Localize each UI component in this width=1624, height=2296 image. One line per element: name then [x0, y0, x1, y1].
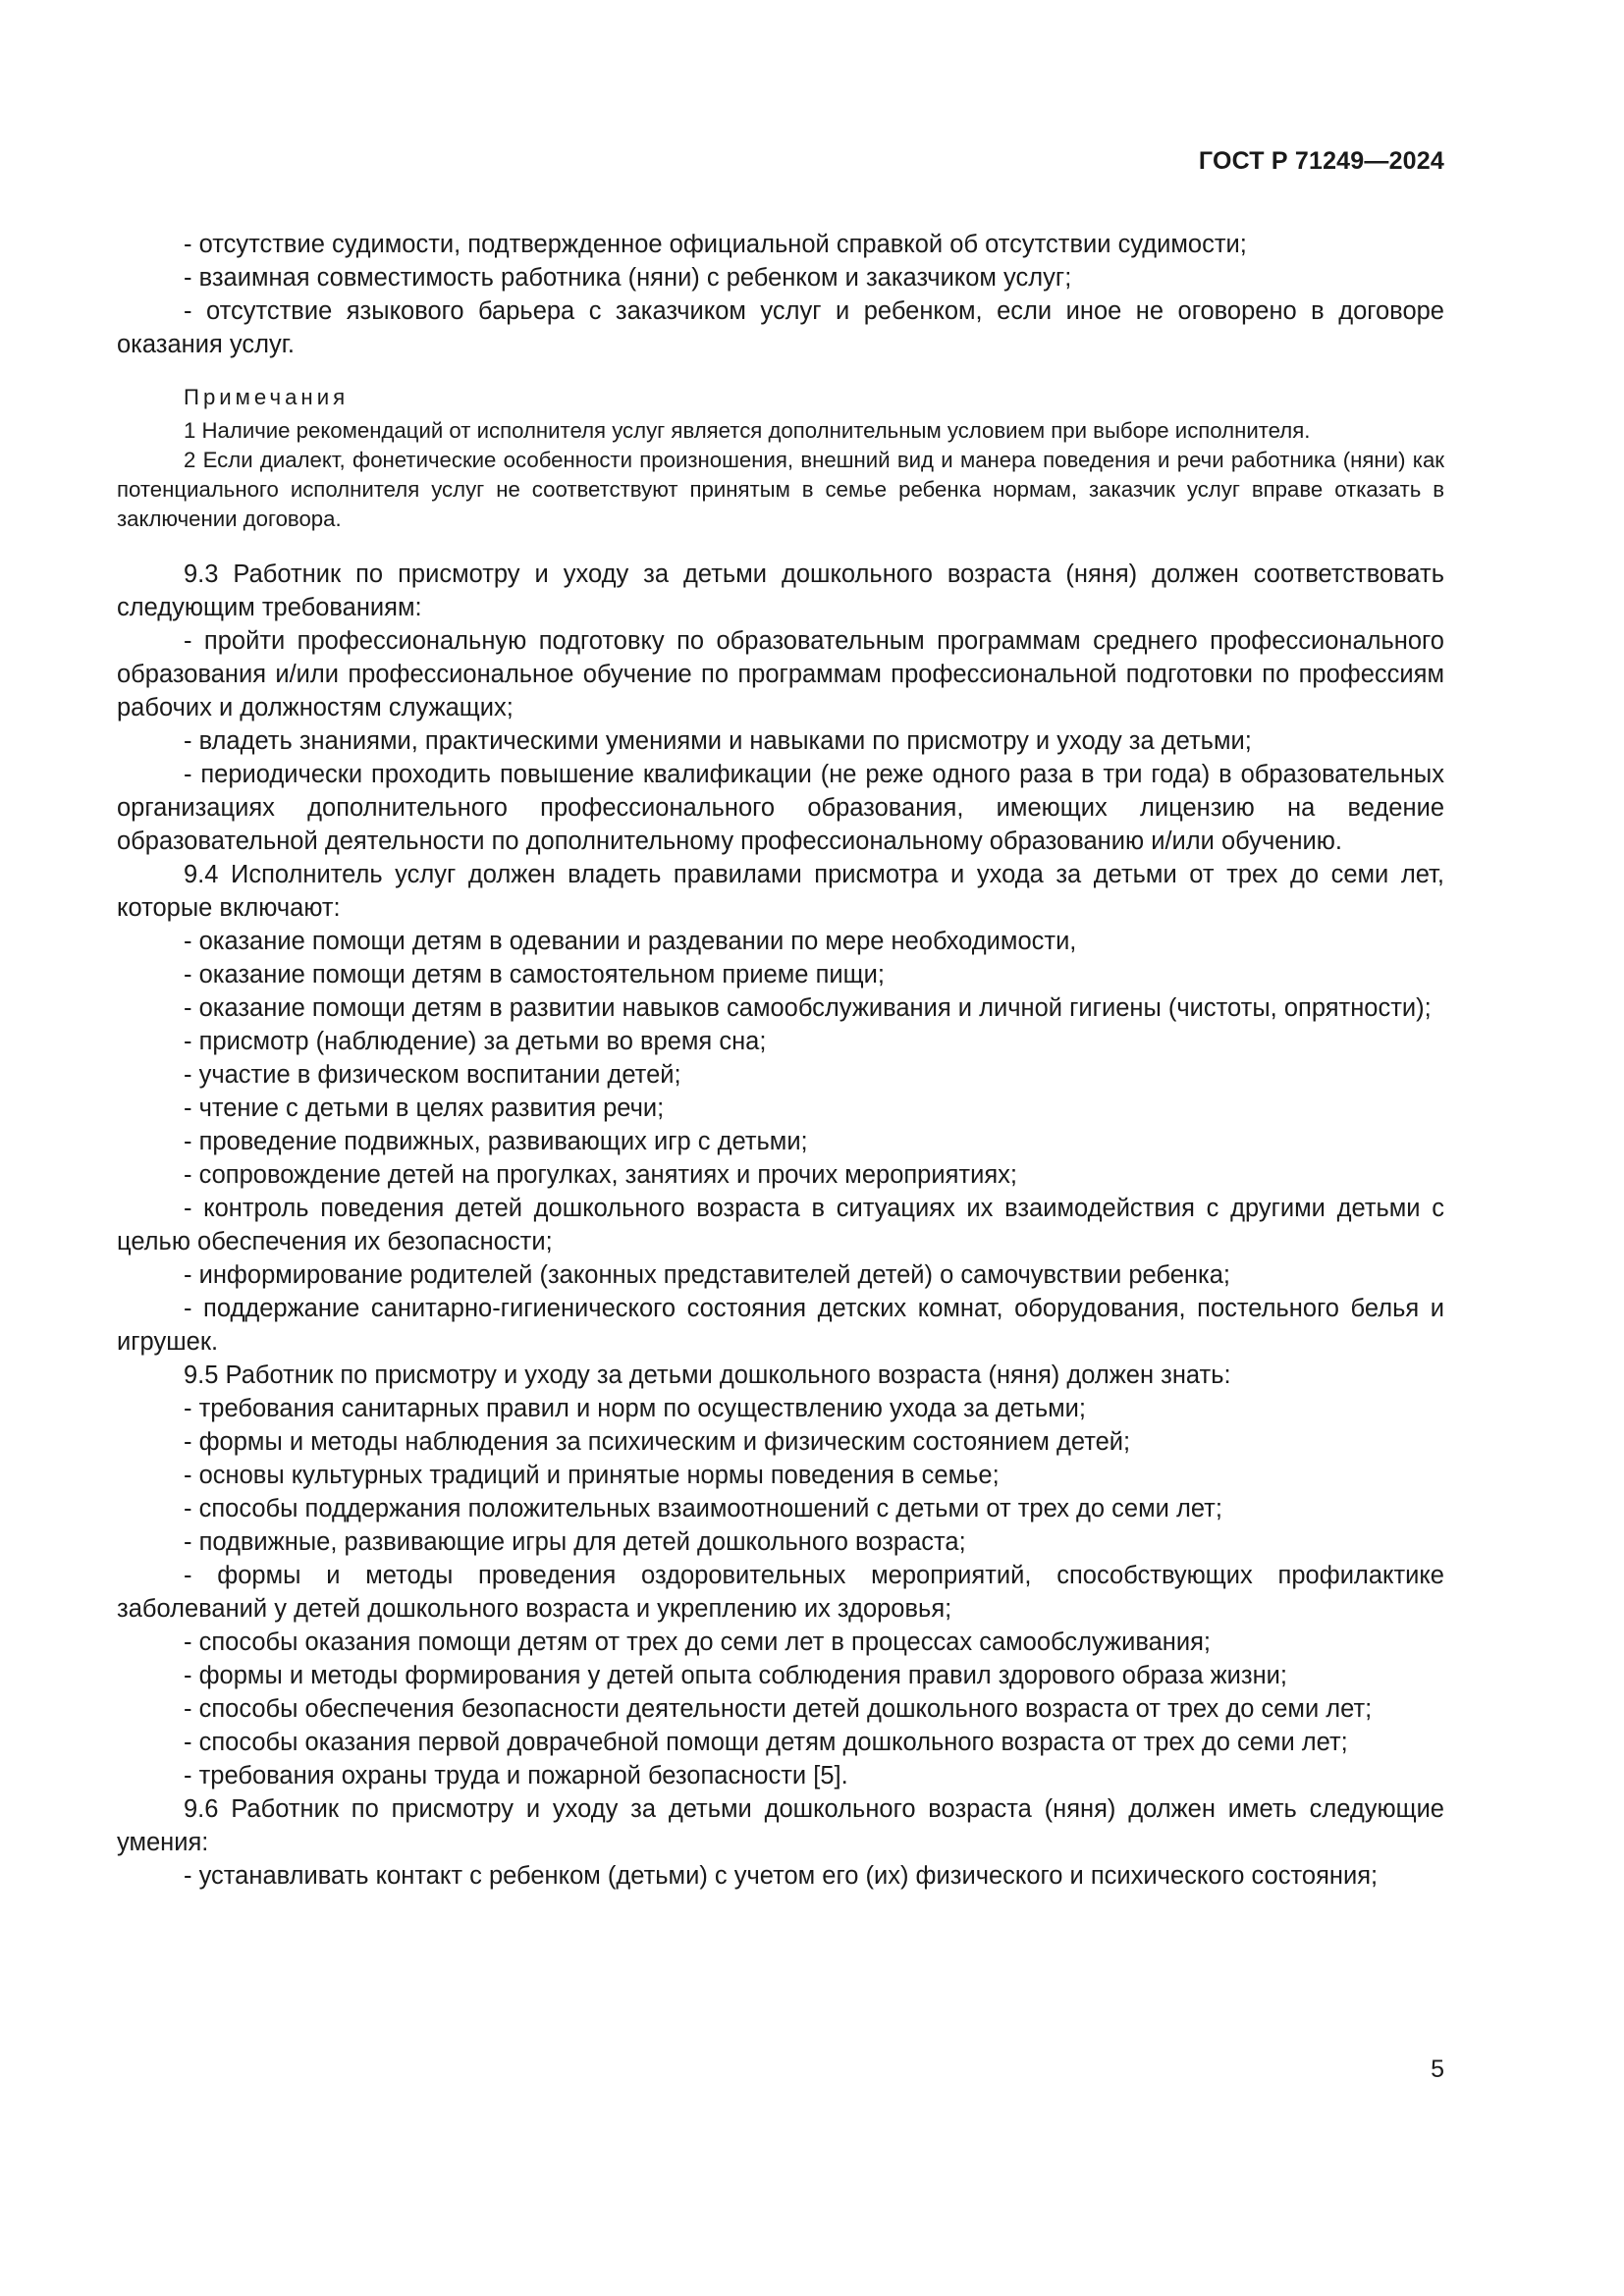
section-paragraph: 9.5 Работник по присмотру и уходу за детьми дошкольного возраста (няня) должен знать: [184, 1362, 1231, 1389]
list-item: - требования санитарных правил и норм по осуществлению ухода за детьми; [184, 1395, 1086, 1422]
document-code: ГОСТ Р 71249—2024 [1198, 147, 1444, 175]
list-item: - подвижные, развивающие игры для детей дошкольного возраста; [184, 1528, 966, 1556]
section-paragraph: 9.4 Исполнитель услуг должен владеть правилами присмотра и ухода за детьми от трех до семи лет, которые включают: [117, 861, 1444, 922]
list-item: - участие в физическом воспитании детей; [184, 1061, 681, 1089]
list-item: - способы поддержания положительных взаимоотношений с детьми от трех до семи лет; [184, 1495, 1222, 1522]
notes-section [117, 383, 1444, 534]
list-item: - отсутствие языкового барьера с заказчиком услуг и ребенком, если иное не оговорено в договоре оказания услуг. [117, 297, 1444, 358]
list-item: - формы и методы формирования у детей опыта соблюдения правил здорового образа жизни; [184, 1662, 1288, 1689]
section-paragraph: 9.6 Работник по присмотру и уходу за детьми дошкольного возраста (няня) должен иметь следующие умения: [117, 1795, 1444, 1856]
list-item: - основы культурных традиций и принятые нормы поведения в семье; [184, 1462, 1000, 1489]
list-item: - чтение с детьми в целях развития речи; [184, 1095, 665, 1122]
list-item: - владеть знаниями, практическими умениями и навыками по присмотру и уходу за детьми; [184, 727, 1252, 755]
list-item: - требования охраны труда и пожарной безопасности [5]. [184, 1762, 848, 1789]
note-item: 1 Наличие рекомендаций от исполнителя услуг является дополнительным условием при выборе исполнителя. [184, 418, 1311, 443]
list-item: - способы оказания первой доврачебной помощи детям дошкольного возраста от трех до семи лет; [184, 1729, 1348, 1756]
page-number: 5 [1431, 2056, 1444, 2083]
list-item: - информирование родителей (законных представителей детей) о самочувствии ребенка; [184, 1261, 1230, 1289]
list-item: - сопровождение детей на прогулках, занятиях и прочих мероприятиях; [184, 1161, 1017, 1189]
list-item: - оказание помощи детям в развитии навыков самообслуживания и личной гигиены (чистоты, опрятности); [184, 994, 1432, 1022]
list-item: - пройти профессиональную подготовку по образовательным программам среднего профессионального образования и/или профессиональное обучение по программам профессиональной подготовки по профессиям рабочих и должностям служащих; [117, 627, 1444, 721]
notes-heading: Примечания [184, 385, 350, 409]
list-item: - контроль поведения детей дошкольного возраста в ситуациях их взаимодействия с другими детьми с целью обеспечения их безопасности; [117, 1195, 1444, 1255]
section-paragraph: 9.3 Работник по присмотру и уходу за детьми дошкольного возраста (няня) должен соответствовать следующим требованиям: [117, 561, 1444, 621]
list-item: - проведение подвижных, развивающих игр с детьми; [184, 1128, 808, 1155]
list-item: - взаимная совместимость работника (няни) с ребенком и заказчиком услуг; [184, 264, 1072, 292]
note-item: 2 Если диалект, фонетические особенности произношения, внешний вид и манера поведения и речи работника (няни) как потенциального исполнителя услуг не соответствуют принятым в семье ребенка нормам, заказчик услуг вправе отказать в заключении договора. [117, 448, 1444, 531]
list-item: - присмотр (наблюдение) за детьми во время сна; [184, 1028, 767, 1055]
list-item: - способы обеспечения безопасности деятельности детей дошкольного возраста от трех до семи лет; [184, 1695, 1373, 1723]
list-item: - оказание помощи детям в одевании и раздевании по мере необходимости, [184, 928, 1077, 955]
list-item: - отсутствие судимости, подтвержденное официальной справкой об отсутствии судимости; [184, 231, 1247, 258]
list-item: - способы оказания помощи детям от трех до семи лет в процессах самообслуживания; [184, 1629, 1211, 1656]
list-item: - поддержание санитарно-гигиенического состояния детских комнат, оборудования, постельного белья и игрушек. [117, 1295, 1444, 1356]
list-item: - оказание помощи детям в самостоятельном приеме пищи; [184, 961, 885, 988]
list-item: - формы и методы проведения оздоровительных мероприятий, способствующих профилактике заболеваний у детей дошкольного возраста и укреплению их здоровья; [117, 1562, 1444, 1623]
list-item: - периодически проходить повышение квалификации (не реже одного раза в три года) в образовательных организациях дополнительного профессионального образования, имеющих лицензию на ведение образовательной деятельности по дополнительному профессиональному образованию и/или обучению. [117, 761, 1444, 855]
document-body [117, 228, 1444, 1893]
list-item: - формы и методы наблюдения за психическим и физическим состоянием детей; [184, 1428, 1131, 1456]
list-item: - устанавливать контакт с ребенком (детьми) с учетом его (их) физического и психического состояния; [184, 1862, 1379, 1890]
